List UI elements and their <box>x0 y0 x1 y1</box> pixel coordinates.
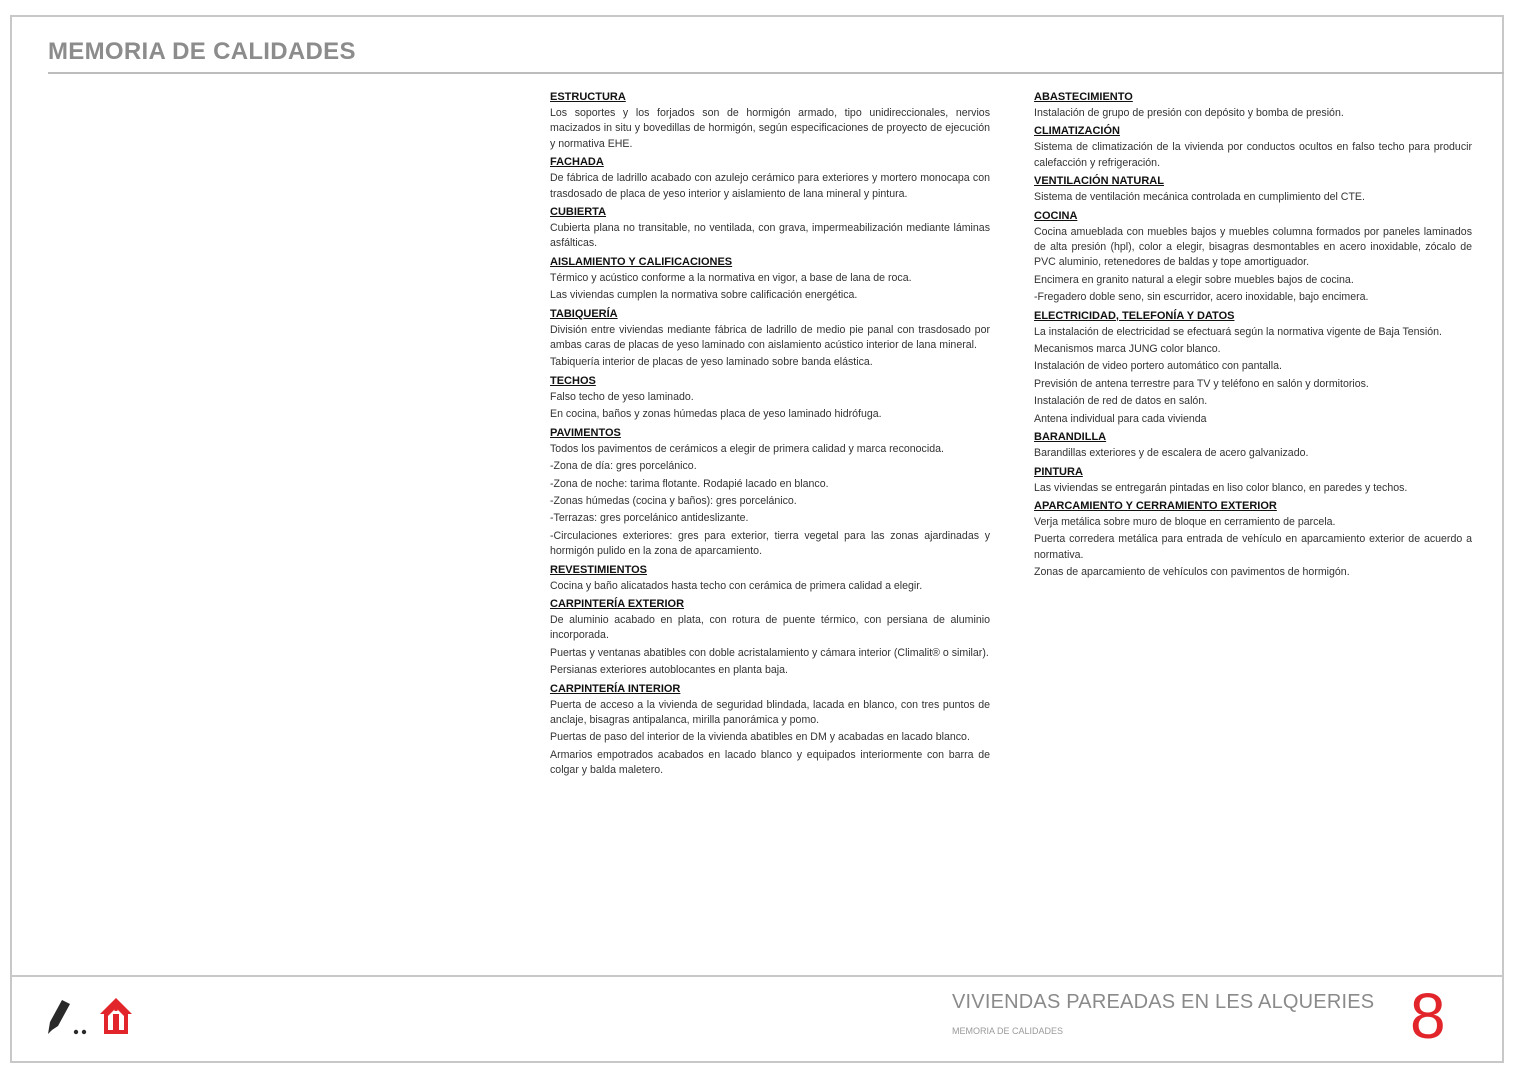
section <box>550 254 990 304</box>
section-paragraph: Armarios empotrados acabados en lacado blanco y equipados interiormente con barra de colgar y balda maletero. <box>550 748 990 777</box>
section-paragraph: Puerta corredera metálica para entrada de vehículo en aparcamiento exterior de acuerdo a normativa. <box>1034 533 1472 561</box>
section-paragraph: Instalación de video portero automático con pantalla. <box>1034 360 1282 373</box>
section-paragraph: Verja metálica sobre muro de bloque en cerramiento de parcela. <box>1034 515 1336 528</box>
section-paragraph: Tabiquería interior de placas de yeso laminado sobre banda elástica. <box>550 356 873 369</box>
section <box>1034 208 1472 306</box>
project-title: VIVIENDAS PAREADAS EN LES ALQUERIES <box>952 991 1375 1013</box>
section <box>550 562 990 594</box>
section <box>1034 429 1472 461</box>
section-paragraph: -Zona de día: gres porcelánico. <box>550 460 697 473</box>
section-paragraph: Falso techo de yeso laminado. <box>550 390 694 403</box>
section-heading: FACHADA <box>550 156 604 169</box>
section-paragraph: -Zonas húmedas (cocina y baños): gres porcelánico. <box>550 494 797 507</box>
section <box>550 425 990 560</box>
project-subtitle: MEMORIA DE CALIDADES <box>952 1026 1064 1036</box>
section-paragraph: Las viviendas cumplen la normativa sobre calificación energética. <box>550 289 858 302</box>
section-heading: TABIQUERÍA <box>550 307 618 320</box>
section <box>1034 173 1472 205</box>
section-paragraph: Sistema de climatización de la vivienda por conductos ocultos en falso techo para producir calefacción y refrigeración. <box>1034 141 1472 169</box>
section <box>1034 123 1472 171</box>
section-heading: PINTURA <box>1034 465 1083 478</box>
section-paragraph: Puertas y ventanas abatibles con doble acristalamiento y cámara interior (Climalit® o similar). <box>550 646 989 659</box>
section-heading: REVESTIMIENTOS <box>550 563 647 576</box>
section-paragraph: Puertas de paso del interior de la vivienda abatibles en DM y acabadas en lacado blanco. <box>550 731 970 744</box>
company-logo <box>46 994 136 1038</box>
section <box>550 89 990 152</box>
section-heading: CLIMATIZACIÓN <box>1034 125 1120 138</box>
section-paragraph: La instalación de electricidad se efectuará según la normativa vigente de Baja Tensión. <box>1034 325 1442 338</box>
section-paragraph: Puerta de acceso a la vivienda de seguridad blindada, lacada en blanco, con tres puntos de anclaje, bisagras antipalanca, mirilla panorámica y pomo. <box>550 698 990 726</box>
section-heading: AISLAMIENTO Y CALIFICACIONES <box>550 255 733 268</box>
section <box>550 373 990 423</box>
section-paragraph: Encimera en granito natural a elegir sobre muebles bajos de cocina. <box>1034 273 1354 286</box>
pencil-icon <box>48 1000 86 1034</box>
section-paragraph: Térmico y acústico conforme a la normativa en vigor, a base de lana de roca. <box>550 271 912 284</box>
section-paragraph: Previsión de antena terrestre para TV y teléfono en salón y dormitorios. <box>1034 377 1369 390</box>
section-paragraph: Zonas de aparcamiento de vehículos con pavimentos de hormigón. <box>1034 566 1350 579</box>
footer-divider <box>10 975 1504 977</box>
section-paragraph: Sistema de ventilación mecánica controlada en cumplimiento del CTE. <box>1034 191 1365 204</box>
section-paragraph: Cocina y baño alicatados hasta techo con cerámica de primera calidad a elegir. <box>550 579 923 592</box>
section-paragraph: Instalación de red de datos en salón. <box>1034 395 1208 408</box>
section <box>550 154 990 202</box>
section-paragraph: Cocina amueblada con muebles bajos y muebles columna formados por paneles laminados de alta presión (hpl), color a elegir, bisagras desmontables en acero inoxidable, zócalo de PVC aluminio, retenedores de baldas y tope amortiguador. <box>1034 225 1472 269</box>
section-heading: PAVIMENTOS <box>550 426 621 439</box>
section-heading: TECHOS <box>550 374 596 387</box>
page-title: MEMORIA DE CALIDADES <box>48 38 356 65</box>
section <box>1034 498 1472 581</box>
section <box>550 596 990 679</box>
section-paragraph: Mecanismos marca JUNG color blanco. <box>1034 343 1221 356</box>
section-heading: CUBIERTA <box>550 206 607 219</box>
section-heading: COCINA <box>1034 209 1078 222</box>
section-paragraph: De fábrica de ladrillo acabado con azulejo cerámico para exteriores y mortero monocapa con trasdosado de placa de yeso interior y aislamiento de lana mineral y pintura. <box>550 172 990 200</box>
section-heading: BARANDILLA <box>1034 431 1107 444</box>
section-paragraph: Persianas exteriores autoblocantes en planta baja. <box>550 664 788 677</box>
section-paragraph: Barandillas exteriores y de escalera de acero galvanizado. <box>1034 447 1309 460</box>
section-paragraph: -Fregadero doble seno, sin escurridor, acero inoxidable, bajo encimera. <box>1034 291 1369 304</box>
right-column <box>1034 89 1472 583</box>
section-paragraph: Los soportes y los forjados son de hormigón armado, tipo unidireccionales, nervios macizados in situ y bovedillas de hormigón, según especificaciones de proyecto de ejecución y normativa EHE. <box>550 107 990 150</box>
section-paragraph: División entre viviendas mediante fábrica de ladrillo de medio pie panal con trasdosado por ambas caras de placas de yeso laminado con aislamiento acústico interior de lana mineral. <box>550 323 990 352</box>
section-paragraph: De aluminio acabado en plata, con rotura de puente térmico, con persiana de aluminio incorporada. <box>550 613 990 642</box>
section-heading: ABASTECIMIENTO <box>1034 91 1133 103</box>
section-heading: CARPINTERÍA INTERIOR <box>550 682 681 695</box>
section-heading: ESTRUCTURA <box>550 91 626 103</box>
section-paragraph: -Circulaciones exteriores: gres para exterior, tierra vegetal para las zonas ajardinadas y hormigón pulido en la zona de aparcamiento. <box>550 529 990 558</box>
section-paragraph: Instalación de grupo de presión con depósito y bomba de presión. <box>1034 107 1344 119</box>
house-icon <box>100 998 132 1034</box>
section <box>1034 464 1472 496</box>
section-heading: VENTILACIÓN NATURAL <box>1034 175 1164 188</box>
section <box>550 204 990 252</box>
section-heading: APARCAMIENTO Y CERRAMIENTO EXTERIOR <box>1034 499 1277 512</box>
section <box>550 681 990 779</box>
section <box>1034 89 1472 121</box>
left-column <box>550 89 990 781</box>
section <box>1034 308 1472 427</box>
section <box>550 306 990 371</box>
section-heading: ELECTRICIDAD, TELEFONÍA Y DATOS <box>1034 309 1235 322</box>
section-paragraph: En cocina, baños y zonas húmedas placa de yeso laminado hidrófuga. <box>550 408 882 421</box>
title-divider <box>48 72 1504 74</box>
section-paragraph: Antena individual para cada vivienda <box>1034 412 1207 425</box>
section-paragraph: Todos los pavimentos de cerámicos a elegir de primera calidad y marca reconocida. <box>550 442 944 455</box>
page-number: 8 <box>1410 980 1446 1052</box>
section-paragraph: Las viviendas se entregarán pintadas en liso color blanco, en paredes y techos. <box>1034 481 1408 494</box>
section-heading: CARPINTERÍA EXTERIOR <box>550 597 685 610</box>
section-paragraph: -Terrazas: gres porcelánico antideslizante. <box>550 512 749 525</box>
section-paragraph: Cubierta plana no transitable, no ventilada, con grava, impermeabilización mediante láminas asfálticas. <box>550 222 990 250</box>
section-paragraph: -Zona de noche: tarima flotante. Rodapié lacado en blanco. <box>550 477 829 490</box>
